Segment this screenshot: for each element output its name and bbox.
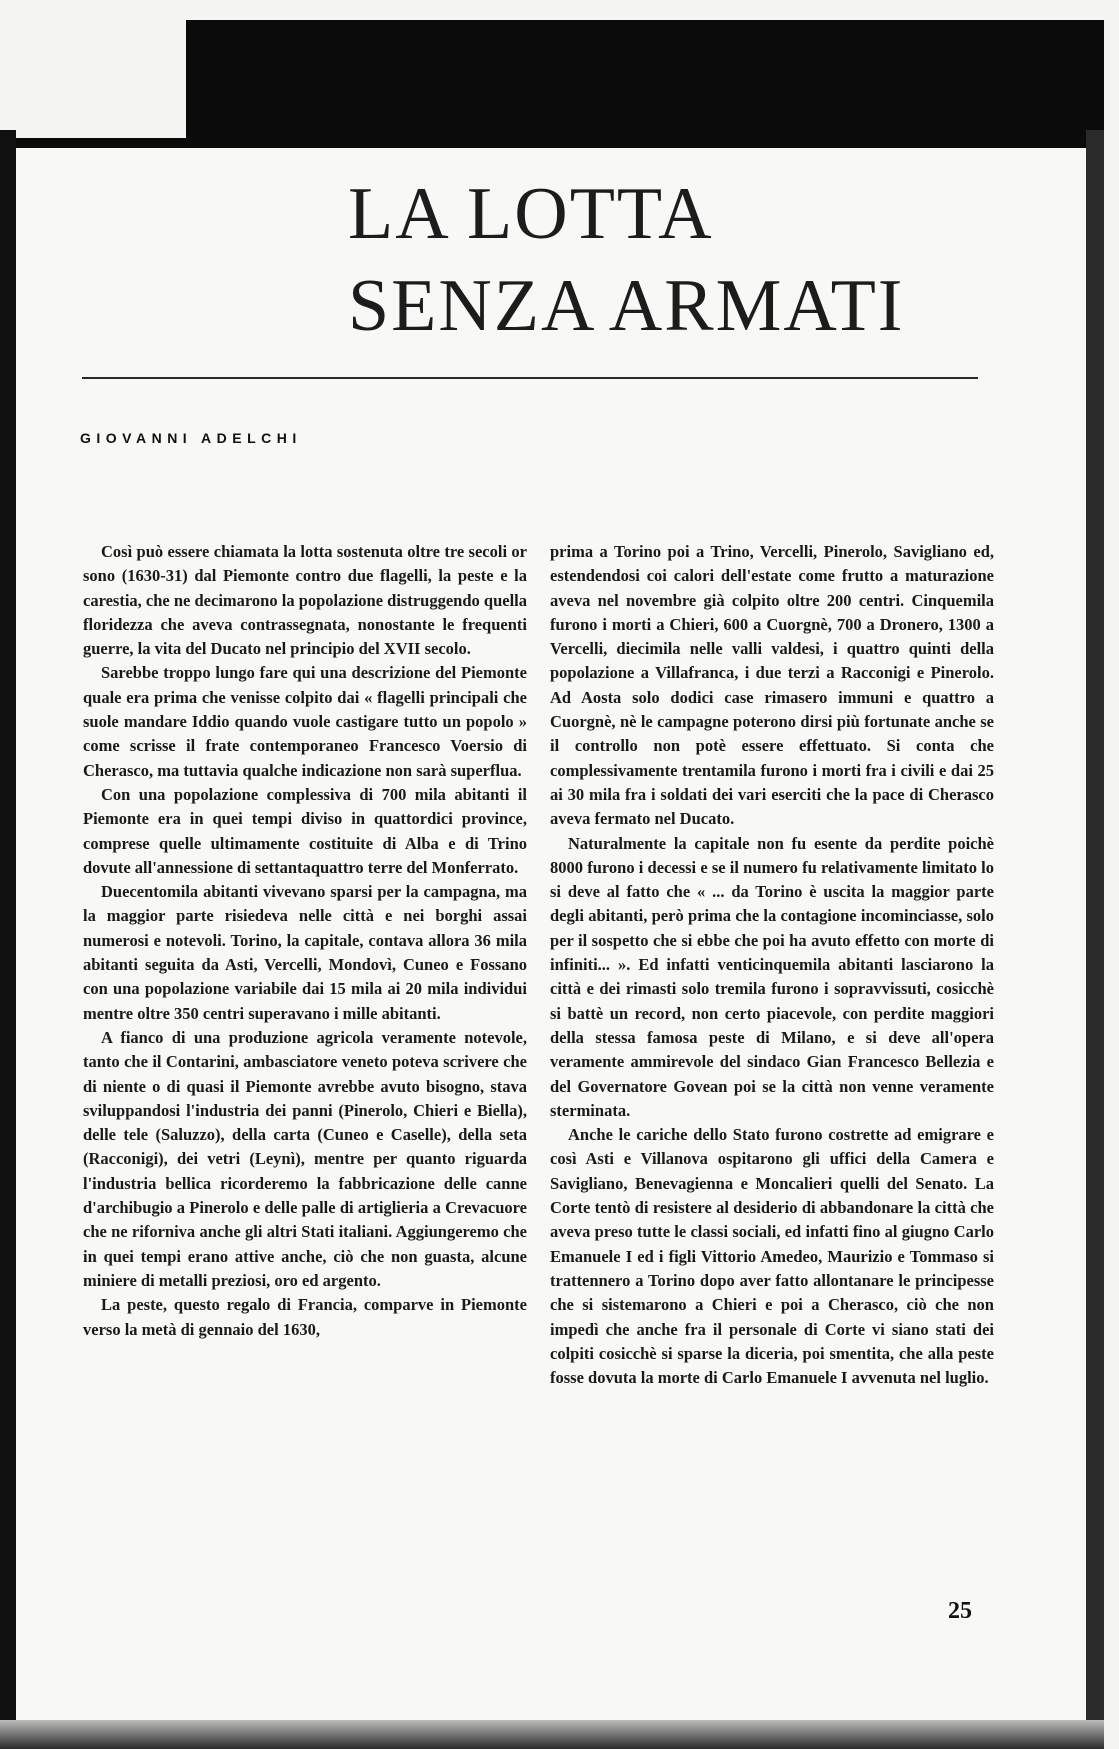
text-column-left — [83, 540, 527, 1342]
paragraph: A fianco di una produzione agricola veramente notevole, tanto che il Contarini, ambasciatore veneto poteva scrivere che di niente o di quasi il Piemonte avrebbe avuto bisogno, stava sviluppandosi l'industria dei panni (Pinerolo, Chieri e Biella), delle tele (Saluzzo), della carta (Cuneo e Caselle), della seta (Racconigi), dei vetri (Leynì), mentre per quanto riguarda l'industria bellica ricorderemo la fabbricazione delle canne d'archibugio a Pinerolo e delle palle di artiglieria a Crevacuore che ne riforniva anche gli altri Stati italiani. Aggiungeremo che in quei tempi erano attive anche, ciò che non guasta, alcune miniere di metalli preziosi, oro ed argento. — [83, 1027, 527, 1290]
paragraph: Così può essere chiamata la lotta sostenuta oltre tre secoli or sono (1630-31) dal Piemonte contro due flagelli, la peste e la carestia, che ne decimarono la popolazione distruggendo quella floridezza che aveva contrassegnata, nonostante le frequenti guerre, la vita del Ducato nel principio del XVII secolo. — [83, 542, 527, 659]
paragraph: Sarebbe troppo lungo fare qui una descrizione del Piemonte quale era prima che venisse colpito dai « flagelli principali che suole mandare Iddio quando vuole castigare tutto un popolo » come scrisse il frate contemporaneo Francesco Voersio di Cherasco, ma tuttavia qualche indicazione non sarà superflua. — [83, 663, 527, 780]
title-line-1: LA LOTTA — [348, 173, 714, 255]
paragraph: Duecentomila abitanti vivevano sparsi per la campagna, ma la maggior parte risiedeva nelle città e nei borghi assai numerosi e notevoli. Torino, la capitale, contava allora 36 mila abitanti seguita da Asti, Vercelli, Mondovì, Cuneo e Fossano con una popolazione variabile dai 15 mila ai 20 mila individui mentre oltre 350 centri superavano i mille abitanti. — [83, 882, 527, 1023]
scan-edge-left — [0, 130, 16, 1749]
paragraph: prima a Torino poi a Trino, Vercelli, Pinerolo, Savigliano ed, estendendosi coi calori dell'estate come frutto a maturazione aveva nel novembre già colpito oltre 200 centri. Cinquemila furono i morti a Chieri, 600 a Cuorgnè, 700 a Dronero, 1300 a Vercelli, diecimila nelle valli valdesi, i quattro quinti della popolazione a Villafranca, i due terzi a Racconigi e Pinerolo. Ad Aosta solo dodici case rimasero immuni e quattro a Cuorgnè, nè le campagne poterono dirsi più fortunate anche se il controllo non potè essere effettuato. Si conta che complessivamente trentamila furono i morti fra i civili e dai 25 ai 30 mila fra i soldati dei vari eserciti che la pace di Cherasco aveva fermato nel Ducato. — [550, 542, 994, 829]
article-title — [348, 168, 988, 352]
paragraph: Con una popolazione complessiva di 700 mila abitanti il Piemonte era in quei tempi diviso in quattordici province, comprese quelle ultimamente costituite di Alba e di Trino dovute all'annessione di settantaquattro terre del Monferrato. — [83, 784, 527, 877]
paragraph: Anche le cariche dello Stato furono costrette ad emigrare e così Asti e Villanova ospitarono gli uffici della Camera e Savigliano, Benevagienna e Moncalieri quelli del Senato. La Corte tentò di resistere al desiderio di abbandonare la città che aveva preso tutte le classi sociali, ed infatti fino al giugno Carlo Emanuele I ed i figli Vittorio Amedeo, Maurizio e Tommaso si trattennero a Torino dopo aver fatto allontanare le principesse che si sistemarono a Chieri e poi a Cherasco, ciò che non impedì che anche fra il personale di Corte vi siano stati dei colpiti cosicchè si sparse la diceria, poi smentita, che alla peste fosse dovuta la morte di Carlo Emanuele I avvenuta nel luglio. — [550, 1125, 994, 1388]
paragraph: La peste, questo regalo di Francia, comparve in Piemonte verso la metà di gennaio del 1630, — [83, 1295, 527, 1339]
scan-edge-top-left — [0, 138, 186, 148]
text-column-right — [550, 540, 994, 1390]
author-byline: GIOVANNI ADELCHI — [80, 430, 302, 446]
paragraph: Naturalmente la capitale non fu esente da perdite poichè 8000 furono i decessi e se il numero fu relativamente limitato lo si deve al fatto che « ... da Torino è uscita la maggior parte degli abitanti, però prima che la contagione incominciasse, solo per il sospetto che si ebbe che poi ha avuto effetto con morte di infiniti... ». Ed infatti venticinquemila abitanti lasciarono la città e dei rimasti solo tremila furono i sopravvissuti, cosicchè si battè un record, non certo piacevole, con perdite maggiori della stessa famosa peste di Milano, e si deve all'opera veramente ammirevole del sindaco Gian Francesco Bellezia e del Governatore Govean poi se la città non venne veramente sterminata. — [550, 833, 994, 1120]
title-rule — [82, 377, 978, 379]
title-line-2: SENZA ARMATI — [348, 265, 905, 347]
scan-edge-right — [1086, 130, 1104, 1749]
scan-black-band — [186, 20, 1104, 148]
page-number: 25 — [948, 1598, 972, 1624]
scan-edge-bottom — [0, 1720, 1104, 1749]
